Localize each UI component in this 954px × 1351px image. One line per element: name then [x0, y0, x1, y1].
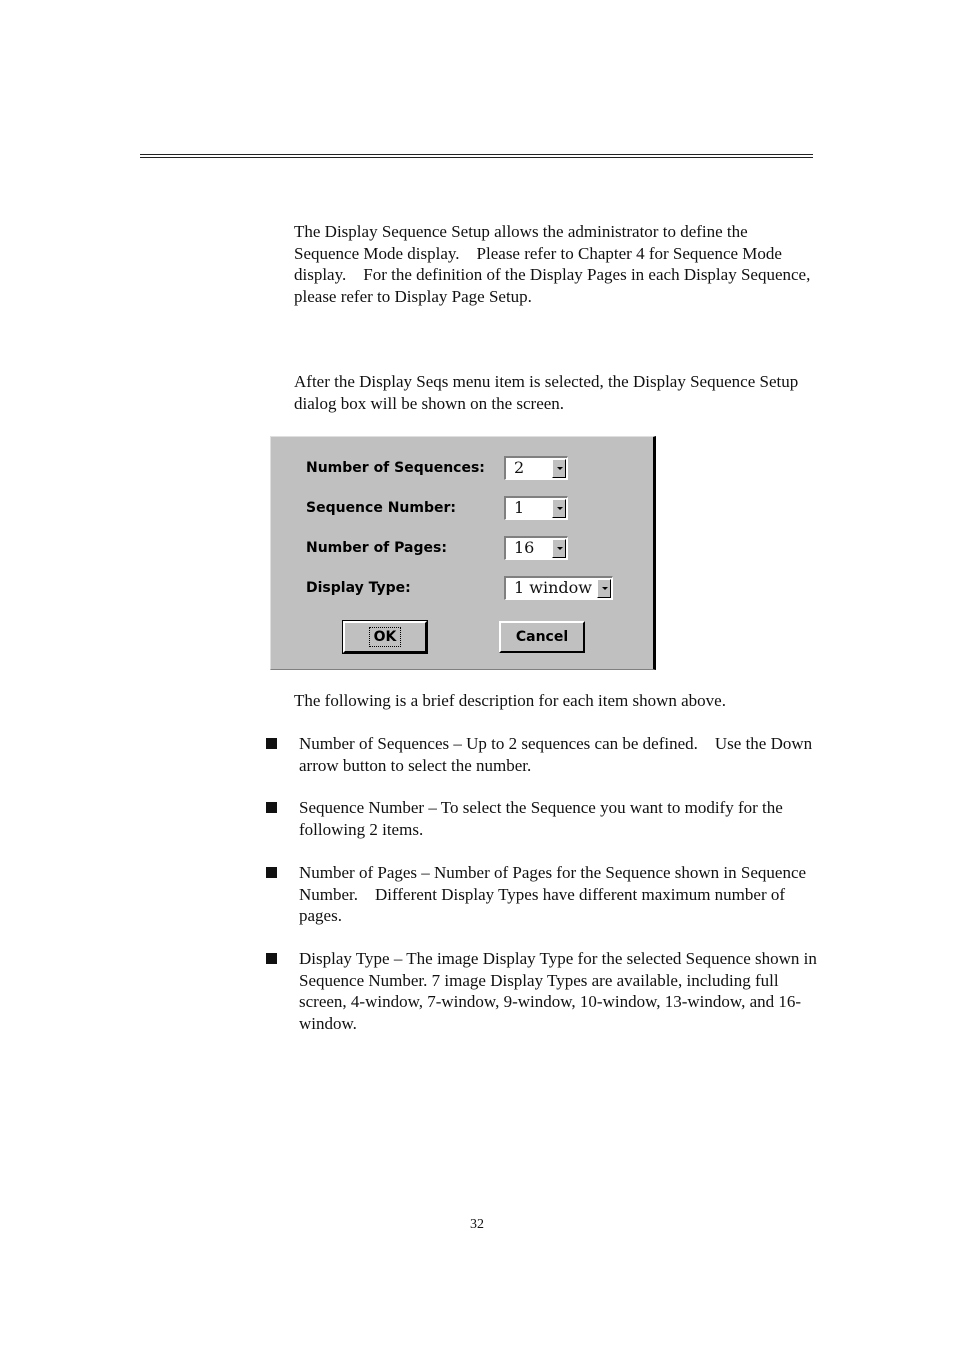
- display-type-value: 1 window: [514, 578, 592, 597]
- header-rule-bottom: [140, 157, 813, 158]
- sequence-number-select[interactable]: [504, 496, 568, 520]
- number-of-pages-select[interactable]: [504, 536, 568, 560]
- after-paragraph: After the Display Seqs menu item is selected, the Display Sequence Setup dialog box will be shown on the screen.: [294, 372, 799, 413]
- number-of-pages-value: 16: [514, 538, 535, 557]
- sequence-number-value: 1: [514, 498, 525, 517]
- header-rule-top: [140, 154, 813, 155]
- bullet-square-icon: [266, 802, 277, 813]
- page-number: 32: [470, 1217, 484, 1232]
- display-type-label: Display Type:: [306, 580, 411, 596]
- cancel-button-label: Cancel: [515, 629, 569, 645]
- bullet-text: Sequence Number – To select the Sequence you want to modify for the following 2 items.: [299, 798, 783, 839]
- bullet-square-icon: [266, 953, 277, 964]
- bullet-text: Display Type – The image Display Type for the selected Sequence shown in Sequence Number. 7 image Display Types are available, including full screen, 4-window, 7-window, 9-window, 10-window, 13-window, and 16-window.: [299, 949, 817, 1033]
- following-paragraph: The following is a brief description for each item shown above.: [294, 691, 726, 710]
- chevron-down-icon[interactable]: [597, 579, 611, 598]
- display-sequence-setup-dialog: [270, 436, 656, 670]
- number-of-pages-label: Number of Pages:: [306, 540, 447, 556]
- ok-button-label: OK: [369, 627, 402, 647]
- ok-button[interactable]: [343, 621, 427, 653]
- chevron-down-icon[interactable]: [552, 459, 566, 478]
- chevron-down-icon[interactable]: [552, 499, 566, 518]
- bullet-square-icon: [266, 867, 277, 878]
- bullet-text: Number of Sequences – Up to 2 sequences can be defined. Use the Down arrow button to select the number.: [299, 734, 817, 775]
- number-of-sequences-select[interactable]: [504, 456, 568, 480]
- sequence-number-label: Sequence Number:: [306, 500, 456, 516]
- chevron-down-icon[interactable]: [552, 539, 566, 558]
- number-of-sequences-value: 2: [514, 458, 525, 477]
- bullet-text: Number of Pages – Number of Pages for the Sequence shown in Sequence Number. Different Display Types have different maximum number of pages.: [299, 863, 811, 926]
- display-type-select[interactable]: [504, 576, 613, 600]
- intro-paragraph: The Display Sequence Setup allows the administrator to define the Sequence Mode display. Please refer to Chapter 4 for Sequence Mode display. For the definition of the Display Pages in each Display Sequence, please refer to Display Page Setup.: [294, 222, 815, 306]
- cancel-button[interactable]: [499, 621, 585, 653]
- number-of-sequences-label: Number of Sequences:: [306, 460, 485, 476]
- bullet-square-icon: [266, 738, 277, 749]
